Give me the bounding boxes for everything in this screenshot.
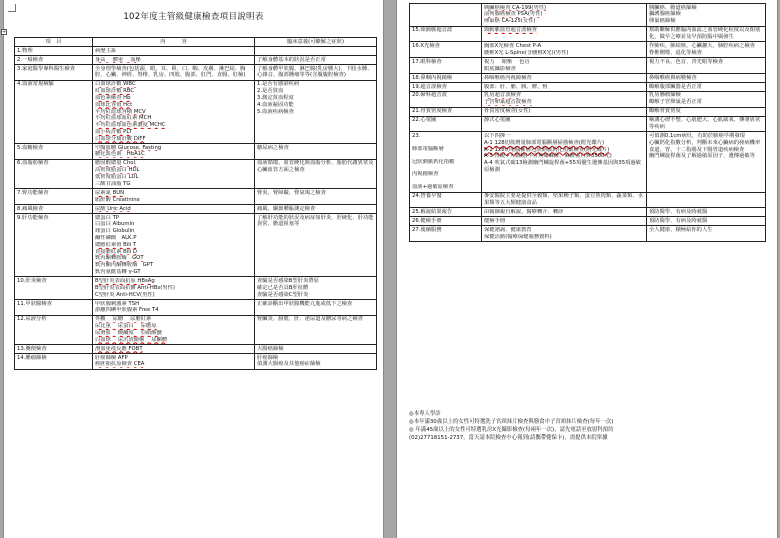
row-meaning [255,345,377,354]
document-page-1 [3,0,384,538]
content-line: 身高 體重 血壓 [95,56,141,63]
row-item-label: 4.血液常規檢驗 [17,81,54,88]
row-content [482,73,647,82]
meaning-line: 瞭解子宮卵巢是否正常 [649,99,702,106]
row-item [410,73,482,82]
row-item [15,46,93,55]
row-content [93,159,255,188]
page-title: 102年度主管級健康檢查項目說明表 [123,12,264,22]
content-line: 子宮卵巢超音波檢查 [484,99,532,106]
row-item [15,345,93,354]
row-content [482,4,647,27]
content-line: 前列腺癌檢查 PSA(男性) [484,11,543,18]
content-line: 白蛋白 Albumin [95,221,135,228]
meaning-line: 痛風、關節腫脹測定檢查 [257,205,316,212]
content-line: 鼻咽喉癌內視鏡檢查 [484,74,532,81]
row-meaning [647,26,766,42]
table-header-row [15,38,377,47]
row-item [410,116,482,132]
document-page-2 [396,0,778,538]
row-meaning [255,214,377,277]
meaning-line: 血液循環、血管硬化與血脂分析、脂肪代謝異常及心臟血管方面之檢查 [257,160,374,174]
meaning-line: 預防醫學、有病及時就醫 [649,217,708,224]
table-row [410,132,766,192]
meaning-line: 攝護腺癌篩檢 [649,11,681,18]
row-item [410,107,482,116]
content-line: B型肝炎表面抗原 HBsAg [95,277,155,284]
content-line: 靜式心電圖 [484,117,511,124]
meaning-line: 4.血液凝固功能 [257,101,294,108]
meaning-line: 查驗是否感染B型肝炎帶原 [257,277,319,284]
row-item [15,55,93,64]
content-line: 三酸甘油脂 TG [95,180,131,187]
content-line: 血色素檢查 Hb [95,94,131,101]
meaning-line: 鼻咽喉癌與病變檢查 [649,74,697,81]
content-line: 乳房超音波檢查 [484,92,522,99]
row-item-label: 10.肝炎檢查 [17,277,47,284]
meaning-line: 卵巢癌篩檢 [649,18,676,25]
table-row [15,64,377,80]
row-item [15,159,93,188]
row-item-label: 18.鼻咽內視鏡檢 [412,74,453,81]
row-content [482,208,647,217]
row-item-label: 13.糞便檢查 [17,345,47,352]
row-item-label: 14.腫瘤篩檢 [17,354,47,361]
row-item-label: 6.血脂肪檢查 [17,160,49,167]
row-content [93,214,255,277]
row-content [93,277,255,300]
row-item-label: 16.X光檢查 [412,42,440,49]
content-line: 白血球計數 WBC [95,81,136,88]
row-meaning [255,80,377,143]
content-line: 尿比重 尿蛋白 尿膽原 [95,323,157,330]
row-meaning [647,192,766,208]
content-line: 鹼性磷酸 ALK.P [95,235,137,241]
row-content [482,42,647,58]
header-content: 內 容 [93,38,255,47]
table-row [410,4,766,27]
row-item-label: 11.甲狀腺檢查 [17,300,52,307]
content-line: 白血球分類計數 DIFF [95,135,146,142]
table-row [15,80,377,143]
row-item-label: 8.痛風檢查 [17,205,44,212]
content-line: 尿酸 Uric Acid [95,205,131,212]
content-line: 尿潛血 酸鹼度 亞硝酸鹽 [95,329,162,336]
content-line: 全身理學檢查(包括頭、眼、耳、鼻、口、咽、皮膚、淋巴結、胸腔、心臟、神經、脊椎、乳房、四肢、腹部、肛門、直腸、肛檢) [95,65,246,79]
row-item [410,82,482,91]
row-item-label: 9.肝功能檢查 [17,214,49,221]
content-line: 骨質密度檢查(女性) [484,108,531,115]
table-row [15,159,377,188]
row-content [482,132,647,192]
meaning-line: 瞭解骨質密度 [649,108,681,115]
row-item-label: 24.營養早餐 [412,193,442,200]
row-item [410,132,482,192]
table-row [410,208,766,217]
row-meaning [255,315,377,344]
table-row [410,73,766,82]
content-line: 糖化血色素 HbA1C [95,151,145,158]
row-meaning [647,208,766,217]
row-item [15,299,93,315]
meaning-line: 了解身體基本的狀況是否正常 [257,56,326,63]
content-line: 卵巢癌 CA-125(女性) [484,18,536,25]
meaning-line: 腎炎、腎障礙、腎衰竭之檢查 [257,189,326,196]
row-content [93,55,255,64]
meaning-line: 了解身體甲狀腺、淋巴腺(乳房腫大)、下肢水腫、心雜音、腹部腫瘤等等(含腹腹腔檢查) [257,65,373,79]
row-item [15,80,93,143]
meaning-line: 檢測心律不整、心肌肥大、心肌缺氧、傳導異常等疾病 [649,117,761,131]
content-line: 眼底攝影檢查 [484,65,516,72]
row-content [482,192,647,208]
content-line: 健檢手冊 [484,217,506,224]
footnote: ◎本專人學診 [409,411,441,417]
row-item-sublabel: 血液+過敏原檢查 [412,184,454,191]
table-row [410,26,766,42]
table-row [15,299,377,315]
row-meaning [255,354,377,370]
row-item [15,205,93,214]
table-row [410,58,766,74]
content-line: 由醫師親自解說、醫療轉介、轉診 [484,208,564,215]
row-content [93,46,255,55]
content-line: 空腹血糖 Glucose, Fasting [95,144,162,151]
row-meaning [255,64,377,80]
content-line: 直接膽紅素 Bili D [95,248,137,255]
row-item-label: 27.後續服務 [412,226,442,233]
content-line: 腹部：肝、膽、胰、脾、腎 [484,83,548,90]
row-content [93,354,255,370]
row-item [15,144,93,160]
row-item-label: 19.超音波檢查 [412,83,447,90]
row-item-label: 5.血糖檢查 [17,144,44,151]
row-meaning [255,46,377,55]
content-line: 麩丙氨酰基轉 γ-GT [95,268,141,275]
row-item-sublabel: 冠狀動脈鈣化指數 [412,158,455,165]
table-row [15,55,377,64]
meaning-line: 預防醫學、有病及時就醫 [649,208,708,215]
row-item-label: 15.頸動脈超音波 [412,27,453,34]
row-content [93,205,255,214]
table-row [15,315,377,344]
content-line: A-1 128切低劑量肺部電腦斷層掃描檢查(附光碟片) [484,139,605,146]
row-content [482,82,647,91]
row-meaning [255,205,377,214]
row-meaning [647,42,766,58]
row-content [482,116,647,132]
table-row [410,82,766,91]
row-item-label: 1.物理 [17,47,33,54]
meaning-line: 食道、胃、十二指腸及下腸胃道疾病檢查 [649,146,745,153]
content-line: A-3 胃鏡+大腸鏡(不含無痛麻醉，麻醉需自費3500元) [484,153,612,160]
row-item [410,42,482,58]
row-item [410,4,482,27]
meaning-line: 作肺疾、肺結核、心臟擴大、肺腔疾病之檢查 [649,42,755,49]
content-line: 外觀 尿糖 尿膽紅素 [95,316,152,323]
content-line: A-4 吹氣式碳13檢測幽門螺旋桿菌+55項優生遺傳基因與35項過敏原檢測 [484,160,641,174]
row-content [482,91,647,107]
row-item [410,217,482,226]
meaning-line: 肝癌篩檢 [257,354,279,361]
footnote: (02)27718151-2737，當天請本院檢查中心報到(請攜帶健保卡)，需提供本院單據 [409,435,608,441]
content-line: 平均紅血球血色素濃度 MCHC [95,122,166,129]
content-line: 胰臟癌檢查 CA-199(男性) [484,4,547,11]
row-item [15,315,93,344]
meaning-line: 全人健康，積極給你的人生 [649,226,713,233]
health-check-table-page-2 [409,3,766,242]
row-meaning [647,58,766,74]
content-line: 平均紅血球血紅素 MCH [95,115,152,122]
meaning-line: 幽門螺旋桿菌及了解過敏原因子、遺傳過敏等 [649,153,755,160]
row-meaning [255,144,377,160]
content-line: 麩丙酮轉胺酶 GOT [95,255,144,262]
meaning-line: 胰臟癌、膽道癌篩檢 [649,4,697,11]
content-line: 肝癌篩檢 AFP [95,354,128,361]
row-meaning [647,4,766,27]
meaning-line: 幫助瞭解供應腦內血流之血管硬化程度以及閉塞化，做早之療並及早預防腦中風發生 [649,27,761,40]
table-row [410,226,766,242]
table-row [15,46,377,55]
row-item-label: 17.眼科檢查 [412,58,442,65]
table-row [410,192,766,208]
row-meaning [647,226,766,242]
row-content [482,226,647,242]
row-item-label: 21.骨質密度檢查 [412,108,453,115]
content-line: 病歷主訴 [95,47,117,54]
table-row [15,354,377,370]
table-row [15,189,377,205]
row-meaning [255,55,377,64]
row-item-sublabel: 肺部電腦斷層 [412,145,444,152]
row-meaning [255,277,377,300]
content-line: 潛血免疫反應 FOBT [95,345,143,352]
row-content [93,299,255,315]
table-row [410,116,766,132]
content-line: 麩丙酮丙酮轉胺酶 GPT [95,262,154,269]
content-line: 膽固醇總量 Chol. [95,160,137,167]
row-content [93,345,255,354]
row-content [93,189,255,205]
row-item-label: 23. [412,133,421,140]
content-line: 血小板計數 PLT [95,128,132,135]
table-row [15,205,377,214]
meaning-line: 大腸癌篩檢 [257,345,284,352]
content-line: 血球比容值 Hct [95,101,133,108]
content-line: 甲狀腺刺激素 TSH [95,300,140,307]
meaning-line: 糖尿病之檢查 [257,144,289,151]
row-item-label: 3.家庭醫學專科醫生檢查 [17,65,76,72]
table-row [410,107,766,116]
meaning-line: 了解肝功能的狀況及病症如肝炎、肝硬化、肝功能異常、膽道阻塞等 [257,214,374,228]
header-meaning: 臨床意義(可瞭解之症狀) [255,38,377,47]
content-line: 低密度脂蛋白 LDL [95,174,139,181]
content-line: B型肝炎表面抗體 Anti-HBs(男性) [95,284,175,291]
content-line: 游離四碘甲狀腺素 Free T4 [95,307,159,314]
meaning-line: 視力不良、色盲、青光眼等檢查 [649,58,724,65]
content-line: 癌胚胎抗原檢查 CEA [95,361,145,368]
content-line: 保健活動(醫療保健服務資料) [484,233,552,240]
row-meaning [647,116,766,132]
meaning-line: 脊椎側彎、退化等檢查 [649,49,702,56]
row-item [410,208,482,217]
row-item-label: 2.一般檢查 [17,56,44,63]
row-item-sublabel: 內視鏡檢查 [412,171,439,178]
footnote: ◎ 年滿45歲以上的女性可特選乳房X光攝影檢查(每兩年一次)，請先電話至放射科預約 [409,427,614,433]
table-row [410,217,766,226]
row-item-label: 25.解說結果報告 [412,208,453,215]
row-item [410,226,482,242]
meaning-line: 2.是否貧血 [257,88,284,95]
row-item [15,214,93,277]
row-item [15,277,93,300]
content-line: A-2 128切電腦斷層冠狀動脈鈣化指數檢查(附光碟片) [484,146,610,153]
row-content [93,144,255,160]
footnotes [409,410,769,442]
table-row [410,42,766,58]
footnote: ◎本年滿30歲以上的女性可特選洗子宮頸抹片檢查與膳食中子宮頸抹片檢查(每年一次) [409,419,614,425]
row-item-label: 12.尿液分析 [17,316,47,323]
row-item-label: 20.婦科超音波 [412,92,447,99]
row-item [410,91,482,107]
table-row [15,277,377,300]
meaning-line: 5.血液疾病檢查 [257,108,294,115]
meaning-line: 瞭解腹部臟器是否正常 [649,83,702,90]
row-item [410,58,482,74]
row-item [15,189,93,205]
content-line: 尿素氮 BUN [95,189,125,196]
content-line: C型肝炎 Anti-HCV(男性) [95,291,155,298]
content-line: 以下四擇一 [484,133,511,140]
content-line: 胸部X光檢查 Chest P-A [484,42,542,49]
content-line: 球蛋白 Globulin [95,228,135,235]
content-line: 肌酐酸 Creatinine [95,196,140,203]
row-content [482,26,647,42]
table-row [410,91,766,107]
row-meaning [647,91,766,107]
meaning-line: 確定已是否具B肝抗體 [257,284,309,291]
meaning-line: 正確診斷出甲狀腺機能亢進或低下之檢查 [257,300,353,307]
meaning-line: 1.是否有感染疾病 [257,81,300,88]
row-item [15,64,93,80]
row-meaning [647,217,766,226]
table-move-handle-icon[interactable]: + [2,29,7,35]
meaning-line: 乳房腫瘤篩檢 [649,92,681,99]
row-item [410,192,482,208]
row-meaning [647,73,766,82]
row-content [482,217,647,226]
content-line: 視力 眼壓 色盲 [484,58,530,65]
meaning-line: 查驗是否感染C型肝炎 [257,291,309,298]
row-content [482,107,647,116]
content-line: 高密度脂蛋白 HDL [95,167,140,174]
meaning-line: 腎臟炎、膀胱、肝、泌尿道及糖尿等病之檢查 [257,316,363,323]
row-item [15,354,93,370]
row-meaning [255,159,377,188]
meaning-line: 3.測定貧血程度 [257,94,294,101]
table-row [15,214,377,277]
row-item [410,26,482,42]
header-item: 項 目 [15,38,93,47]
content-line: 保健諮詢、健康教育 [484,226,532,233]
content-line: 白血球 尿沉渣鏡檢 尿酮體 [95,336,168,343]
content-line: 麥安醫院主要是提供全穀類、堅果種子類、蛋豆魚肉類、蔬菜類、水果類等五大類健康食品 [484,193,643,206]
row-content [93,315,255,344]
row-content [93,80,255,143]
meaning-line: 心臟鈣化指數分析，判斷未來心臟病的發病機率 [649,139,761,146]
row-meaning [647,132,766,192]
row-item-label: 22.心電圖 [412,117,437,124]
table-row [15,144,377,160]
row-content [482,58,647,74]
content-line: 總膽紅素值 Bili T [95,241,137,248]
row-meaning [255,299,377,315]
row-meaning [255,189,377,205]
content-line: 紅血球計數 RBC [95,88,135,95]
health-check-table-page-1 [14,37,377,370]
row-item-label: 7.腎功能檢查 [17,189,49,196]
row-meaning [647,82,766,91]
content-line: 總蛋白 TP [95,214,120,221]
meaning-line: 偵測大腸癌及其他癌症篩檢 [257,361,321,368]
content-line: 腰椎X光 L-Spine(含腰椎X光)(男性) [484,49,569,56]
table-row [15,345,377,354]
row-content [93,64,255,80]
content-line: 平均紅血球容積 MCV [95,108,146,115]
row-item-label: 26.健檢手冊 [412,217,442,224]
content-line: 頸動脈血管超音波檢查 [484,27,537,34]
meaning-line: 可偵測0.1cm病灶，有助於肺癌早期發現 [649,133,745,140]
row-meaning [647,107,766,116]
